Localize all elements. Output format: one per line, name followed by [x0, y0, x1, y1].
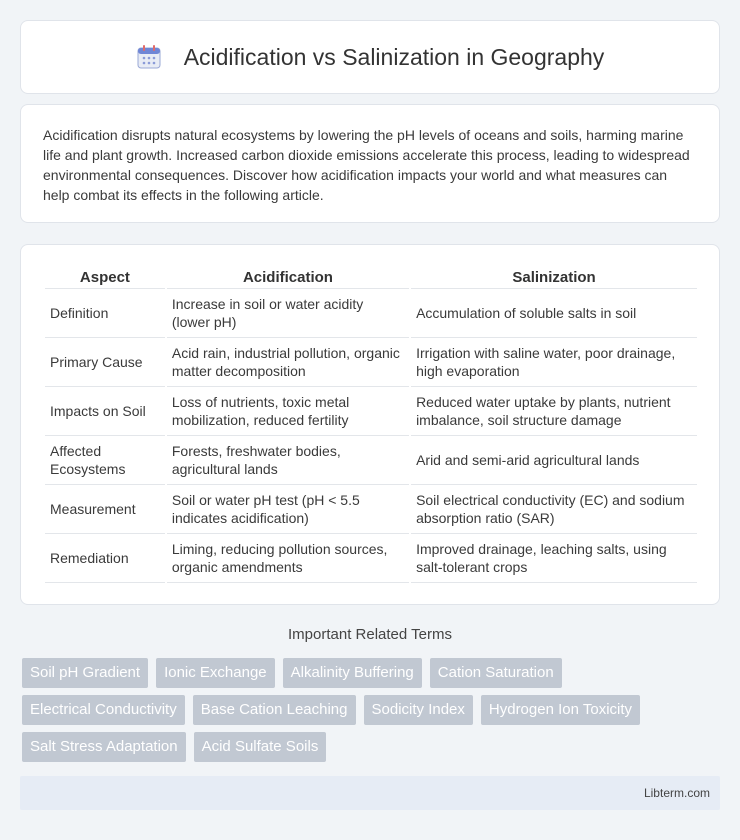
- row-acidification: Forests, freshwater bodies, agricultural lands: [167, 436, 409, 485]
- intro-card: [20, 104, 720, 223]
- row-aspect: Definition: [45, 289, 165, 338]
- related-terms-list: [22, 658, 722, 769]
- term-tag[interactable]: Sodicity Index: [364, 695, 473, 725]
- footer-link[interactable]: Libterm.com: [643, 786, 710, 800]
- footer: [20, 776, 720, 810]
- table-row: [45, 485, 697, 534]
- row-acidification: Loss of nutrients, toxic metal mobilization, reduced fertility: [167, 387, 409, 436]
- intro-text: Acidification disrupts natural ecosystems by lowering the pH levels of oceans and soils, harming marine life and plant growth. Increased carbon dioxide emissions accelerate this process, leading to widespread environmental consequences. Discover how acidification impacts your world and what measures can help combat its effects in the following article.: [43, 127, 690, 203]
- row-salinization: Reduced water uptake by plants, nutrient imbalance, soil structure damage: [411, 387, 697, 436]
- comparison-table: [43, 263, 699, 583]
- row-aspect: Affected Ecosystems: [45, 436, 165, 485]
- row-acidification: Increase in soil or water acidity (lower pH): [167, 289, 409, 338]
- row-acidification: Soil or water pH test (pH < 5.5 indicates acidification): [167, 485, 409, 534]
- row-acidification: Liming, reducing pollution sources, organic amendments: [167, 534, 409, 583]
- term-tag[interactable]: Electrical Conductivity: [22, 695, 185, 725]
- row-aspect: Impacts on Soil: [45, 387, 165, 436]
- row-salinization: Irrigation with saline water, poor drainage, high evaporation: [411, 338, 697, 387]
- table-row: [45, 387, 697, 436]
- row-acidification: Acid rain, industrial pollution, organic matter decomposition: [167, 338, 409, 387]
- row-aspect: Remediation: [45, 534, 165, 583]
- comparison-card: [20, 244, 720, 605]
- calendar-icon: [136, 44, 162, 70]
- row-salinization: Improved drainage, leaching salts, using salt-tolerant crops: [411, 534, 697, 583]
- term-tag[interactable]: Alkalinity Buffering: [283, 658, 422, 688]
- header-card: [20, 20, 720, 94]
- row-salinization: Accumulation of soluble salts in soil: [411, 289, 697, 338]
- page-title: Acidification vs Salinization in Geography: [183, 43, 605, 70]
- header-aspect: Aspect: [45, 263, 165, 289]
- table-row: [45, 534, 697, 583]
- table-row: [45, 338, 697, 387]
- term-tag[interactable]: Base Cation Leaching: [193, 695, 356, 725]
- term-tag[interactable]: Ionic Exchange: [156, 658, 275, 688]
- term-tag[interactable]: Soil pH Gradient: [22, 658, 148, 688]
- header-salinization: Salinization: [411, 263, 697, 289]
- header-acidification: Acidification: [167, 263, 409, 289]
- table-header-row: [45, 263, 697, 289]
- table-row: [45, 289, 697, 338]
- row-salinization: Soil electrical conductivity (EC) and sodium absorption ratio (SAR): [411, 485, 697, 534]
- term-tag[interactable]: Acid Sulfate Soils: [194, 732, 327, 762]
- table-row: [45, 436, 697, 485]
- row-aspect: Primary Cause: [45, 338, 165, 387]
- term-tag[interactable]: Cation Saturation: [430, 658, 562, 688]
- term-tag[interactable]: Salt Stress Adaptation: [22, 732, 186, 762]
- term-tag[interactable]: Hydrogen Ion Toxicity: [481, 695, 640, 725]
- row-salinization: Arid and semi-arid agricultural lands: [411, 436, 697, 485]
- row-aspect: Measurement: [45, 485, 165, 534]
- related-terms-title: Important Related Terms: [288, 626, 452, 643]
